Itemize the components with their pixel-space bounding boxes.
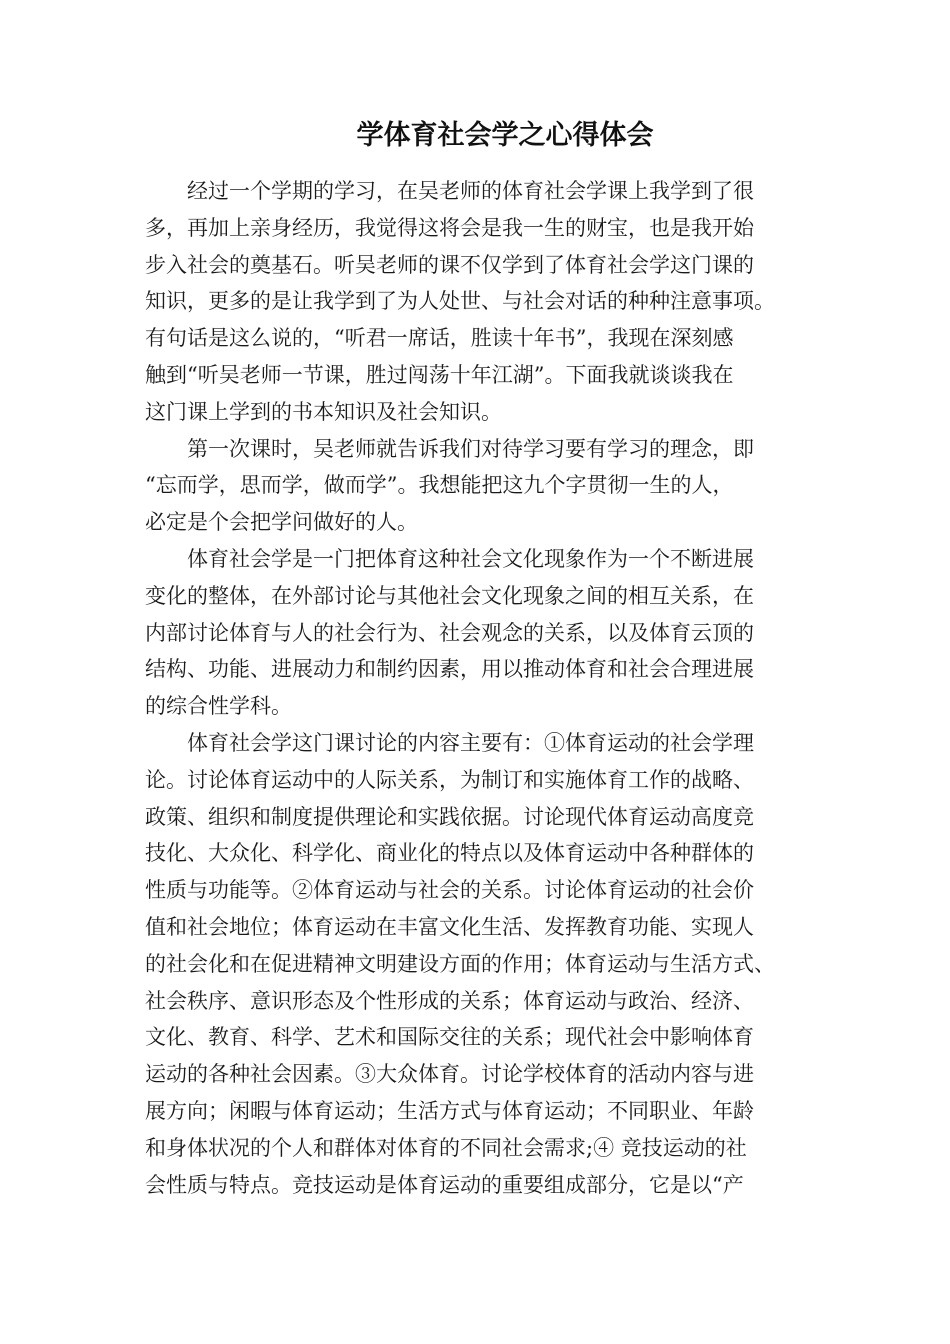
paragraph xyxy=(145,431,807,541)
paragraph-line: 多，再加上亲身经历，我觉得这将会是我一生的财宝，也是我开始 xyxy=(145,215,754,240)
paragraph xyxy=(145,725,807,1203)
paragraph-line: 技化、大众化、科学化、商业化的特点以及体育运动中各种群体的 xyxy=(145,841,754,866)
paragraph-line: 必定是个会把学问做好的人。 xyxy=(145,510,418,535)
paragraph-line: 政策、组织和制度提供理论和实践依据。讨论现代体育运动高度竞 xyxy=(145,804,754,829)
paragraph-line: 体育社会学这门课讨论的内容主要有：①体育运动的社会学理 xyxy=(187,730,754,755)
paragraph-line: “忘而学，思而学，做而学”。我想能把这九个字贯彻一生的人， xyxy=(145,473,734,498)
paragraph-line: 经过一个学期的学习，在吴老师的体育社会学课上我学到了很 xyxy=(187,179,754,203)
paragraph-line: 这门课上学到的书本知识及社会知识。 xyxy=(145,399,502,424)
paragraph-line: 会性质与特点。竞技运动是体育运动的重要组成部分，它是以“产 xyxy=(145,1172,744,1197)
paragraph-line: 社会秩序、意识形态及个性形成的关系；体育运动与政治、经济、 xyxy=(145,988,754,1013)
paragraph-line: 展方向；闲暇与体育运动；生活方式与体育运动；不同职业、年龄 xyxy=(145,1098,754,1123)
paragraph-line: 结构、功能、进展动力和制约因素，用以推动体育和社会合理进展 xyxy=(145,657,754,682)
paragraph-line: 内部讨论体育与人的社会行为、社会观念的关系，以及体育云顶的 xyxy=(145,620,754,645)
document-title: 学体育社会学之心得体会 xyxy=(356,120,654,151)
paragraph xyxy=(145,173,807,431)
paragraph-line: 触到“听吴老师一节课，胜过闯荡十年江湖”。下面我就谈谈我在 xyxy=(145,362,734,387)
paragraph-line: 的社会化和在促进精神文明建设方面的作用；体育运动与生活方式、 xyxy=(145,951,775,976)
paragraph-line: 和身体状况的个人和群体对体育的不同社会需求;④ 竞技运动的社 xyxy=(145,1135,747,1160)
paragraph-line: 的综合性学科。 xyxy=(145,694,292,719)
paragraph-line: 值和社会地位；体育运动在丰富文化生活、发挥教育功能、实现人 xyxy=(145,914,754,939)
paragraph-line: 步入社会的奠基石。听吴老师的课不仅学到了体育社会学这门课的 xyxy=(145,252,754,277)
paragraph-line: 性质与功能等。②体育运动与社会的关系。讨论体育运动的社会价 xyxy=(145,878,754,903)
paragraph-line: 体育社会学是一门把体育这种社会文化现象作为一个不断进展 xyxy=(187,546,754,571)
paragraph-line: 有句话是这么说的，“听君一席话，胜读十年书”，我现在深刻感 xyxy=(145,326,734,351)
paragraph-line: 运动的各种社会因素。③大众体育。讨论学校体育的活动内容与进 xyxy=(145,1062,754,1087)
paragraph-line: 文化、教育、科学、艺术和国际交往的关系；现代社会中影响体育 xyxy=(145,1025,754,1050)
document-body xyxy=(145,173,807,1203)
paragraph-line: 变化的整体，在外部讨论与其他社会文化现象之间的相互关系，在 xyxy=(145,583,754,608)
paragraph-line: 论。讨论体育运动中的人际关系，为制订和实施体育工作的战略、 xyxy=(145,767,754,792)
paragraph-line: 第一次课时，吴老师就告诉我们对待学习要有学习的理念，即 xyxy=(187,436,754,461)
paragraph-line: 知识，更多的是让我学到了为人处世、与社会对话的种种注意事项。 xyxy=(145,289,775,314)
paragraph xyxy=(145,541,807,725)
